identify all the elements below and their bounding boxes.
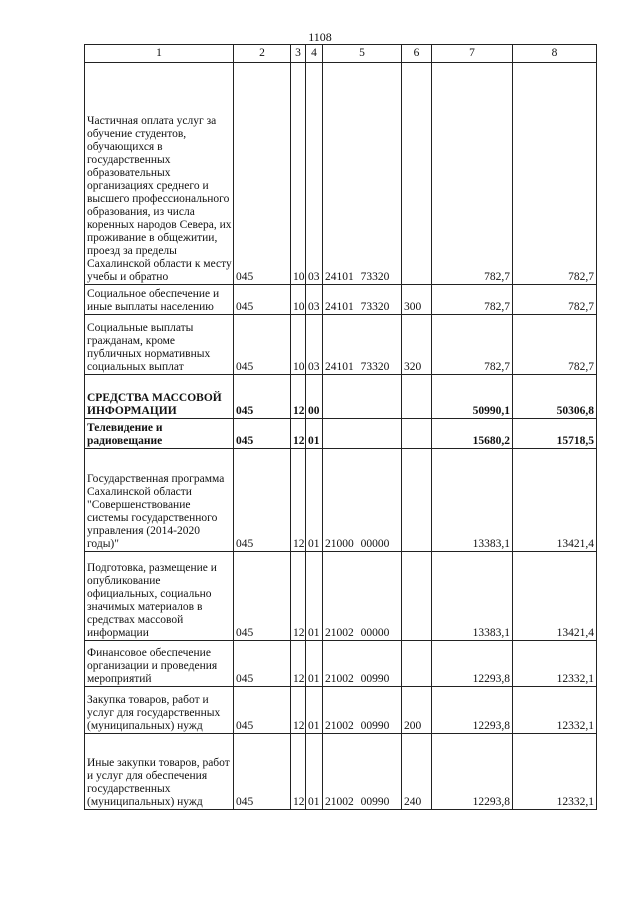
row-name: Финансовое обеспечение организации и проведения мероприятий	[85, 641, 234, 687]
row-name: Телевидение и радиовещание	[85, 419, 234, 449]
header-col-4: 4	[306, 45, 323, 63]
row-value-7: 12293,8	[432, 641, 513, 687]
row-csr	[323, 419, 402, 449]
row-name: Подготовка, размещение и опубликование официальных, социально значимых материалов в средствах массовой информации	[85, 552, 234, 641]
row-name: Иные закупки товаров, работ и услуг для обеспечения государственных (муниципальных) нужд	[85, 734, 234, 810]
row-pr: 03	[306, 63, 323, 285]
row-pr: 01	[306, 449, 323, 552]
header-col-8: 8	[513, 45, 597, 63]
row-vr	[402, 552, 432, 641]
row-csr: 21002 00000	[323, 552, 402, 641]
row-ved: 045	[234, 285, 291, 315]
row-value-7: 12293,8	[432, 734, 513, 810]
row-vr	[402, 449, 432, 552]
row-rz: 12	[291, 449, 306, 552]
row-name: Государственная программа Сахалинской области "Совершенствование системы государственного управления (2014-2020 годы)"	[85, 449, 234, 552]
row-value-7: 50990,1	[432, 375, 513, 419]
row-value-7: 13383,1	[432, 449, 513, 552]
row-ved: 045	[234, 734, 291, 810]
row-name: Социальные выплаты гражданам, кроме публичных нормативных социальных выплат	[85, 315, 234, 375]
header-col-7: 7	[432, 45, 513, 63]
row-ved: 045	[234, 449, 291, 552]
row-rz: 10	[291, 315, 306, 375]
row-value-7: 782,7	[432, 63, 513, 285]
header-col-2: 2	[234, 45, 291, 63]
table-row	[85, 734, 597, 810]
budget-table	[84, 44, 597, 810]
page-number: 1108	[308, 30, 332, 44]
row-name: Закупка товаров, работ и услуг для государственных (муниципальных) нужд	[85, 687, 234, 734]
row-value-8: 15718,5	[513, 419, 597, 449]
row-value-8: 13421,4	[513, 552, 597, 641]
row-csr: 21002 00990	[323, 641, 402, 687]
header-col-6: 6	[402, 45, 432, 63]
row-pr: 03	[306, 315, 323, 375]
row-ved: 045	[234, 552, 291, 641]
table-row	[85, 419, 597, 449]
row-value-8: 13421,4	[513, 449, 597, 552]
row-csr: 21002 00990	[323, 734, 402, 810]
row-value-7: 782,7	[432, 285, 513, 315]
table-row	[85, 687, 597, 734]
row-pr: 01	[306, 419, 323, 449]
row-rz: 12	[291, 419, 306, 449]
table-row	[85, 285, 597, 315]
row-value-7: 15680,2	[432, 419, 513, 449]
row-rz: 10	[291, 63, 306, 285]
row-ved: 045	[234, 687, 291, 734]
row-ved: 045	[234, 419, 291, 449]
row-pr: 01	[306, 687, 323, 734]
row-pr: 03	[306, 285, 323, 315]
row-value-7: 13383,1	[432, 552, 513, 641]
table-row	[85, 375, 597, 419]
row-vr	[402, 375, 432, 419]
row-rz: 12	[291, 734, 306, 810]
table-row	[85, 63, 597, 285]
header-row	[85, 45, 597, 63]
row-pr: 00	[306, 375, 323, 419]
row-vr: 320	[402, 315, 432, 375]
row-csr: 21002 00990	[323, 687, 402, 734]
row-ved: 045	[234, 315, 291, 375]
row-rz: 10	[291, 285, 306, 315]
header-col-3: 3	[291, 45, 306, 63]
row-value-8: 12332,1	[513, 734, 597, 810]
row-name: Частичная оплата услуг за обучение студентов, обучающихся в государственных образовательных организациях среднего и высшего профессионального образования, из числа коренных народов Севера, их проживание в общежитии, проезд за пределы Сахалинской области к месту учебы и обратно	[85, 63, 234, 285]
row-csr: 24101 73320	[323, 63, 402, 285]
table-row	[85, 552, 597, 641]
row-pr: 01	[306, 552, 323, 641]
row-name: Социальное обеспечение и иные выплаты населению	[85, 285, 234, 315]
header-col-1: 1	[85, 45, 234, 63]
row-vr	[402, 63, 432, 285]
row-vr	[402, 641, 432, 687]
table-row	[85, 449, 597, 552]
row-vr: 300	[402, 285, 432, 315]
row-pr: 01	[306, 641, 323, 687]
row-value-8: 782,7	[513, 315, 597, 375]
row-value-7: 12293,8	[432, 687, 513, 734]
row-ved: 045	[234, 63, 291, 285]
row-value-7: 782,7	[432, 315, 513, 375]
row-name: СРЕДСТВА МАССОВОЙ ИНФОРМАЦИИ	[85, 375, 234, 419]
row-csr: 24101 73320	[323, 285, 402, 315]
row-value-8: 12332,1	[513, 687, 597, 734]
row-vr: 240	[402, 734, 432, 810]
row-csr: 21000 00000	[323, 449, 402, 552]
row-csr: 24101 73320	[323, 315, 402, 375]
table-row	[85, 315, 597, 375]
row-rz: 12	[291, 687, 306, 734]
row-rz: 12	[291, 552, 306, 641]
row-vr: 200	[402, 687, 432, 734]
row-csr	[323, 375, 402, 419]
row-ved: 045	[234, 641, 291, 687]
row-value-8: 782,7	[513, 285, 597, 315]
table-row	[85, 641, 597, 687]
row-ved: 045	[234, 375, 291, 419]
row-pr: 01	[306, 734, 323, 810]
row-rz: 12	[291, 375, 306, 419]
row-value-8: 782,7	[513, 63, 597, 285]
header-col-5: 5	[323, 45, 402, 63]
row-value-8: 12332,1	[513, 641, 597, 687]
row-value-8: 50306,8	[513, 375, 597, 419]
row-vr	[402, 419, 432, 449]
row-rz: 12	[291, 641, 306, 687]
